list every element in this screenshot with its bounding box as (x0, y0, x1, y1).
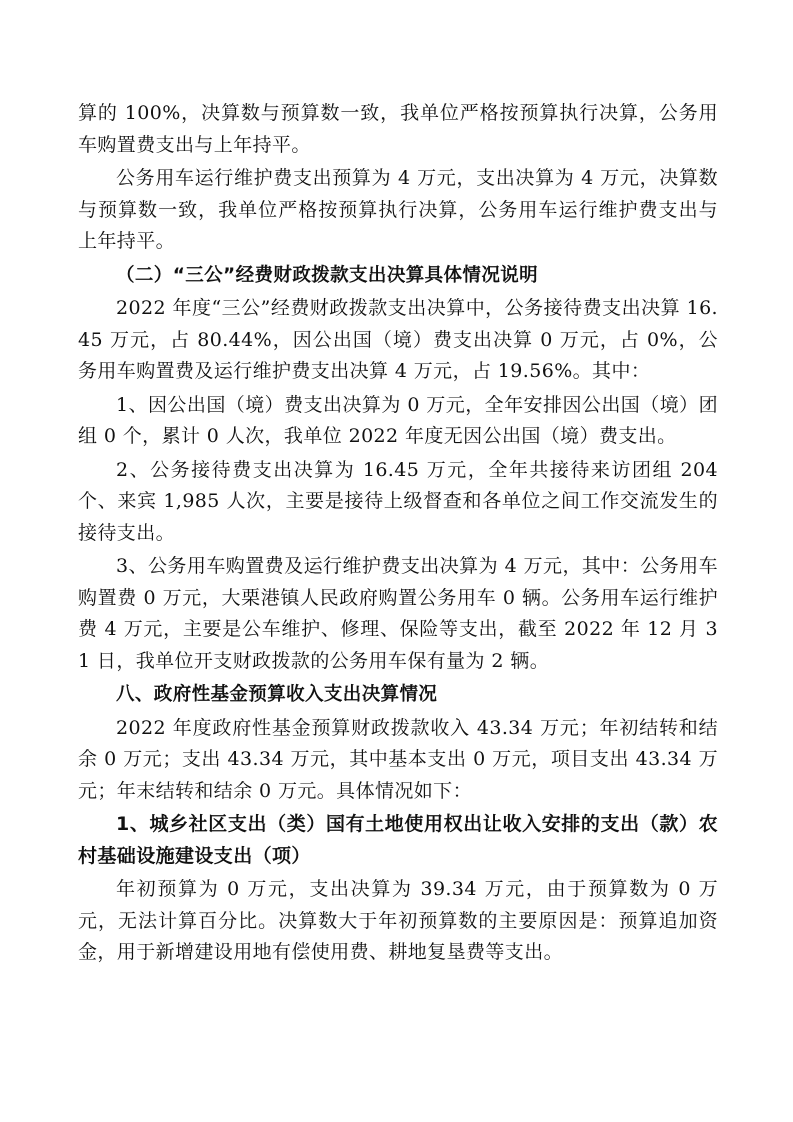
paragraph-overseas-travel: 1、因公出国（境）费支出决算为 0 万元，全年安排因公出国（境）团组 0 个，累计 0 人次，我单位 2022 年度无因公出国（境）费支出。 (78, 393, 718, 447)
paragraph-government-funds-summary: 2022 年度政府性基金预算财政拨款收入 43.34 万元；年初结转和结余 0 万元；支出 43.34 万元，其中基本支出 0 万元，项目支出 43.34 万元；年末结转和结余 0 万元。具体情况如下： (78, 716, 718, 802)
paragraph-rural-infrastructure: 年初预算为 0 万元，支出决算为 39.34 万元，由于预算数为 0 万元，无法计算百分比。决算数大于年初预算数的主要原因是：预算追加资金，用于新增建设用地有偿使用费、耕地复垦费等支出。 (78, 878, 718, 963)
paragraph-reception: 2、公务接待费支出决算为 16.45 万元，全年共接待来访团组 204 个、来宾 1,985 人次，主要是接待上级督查和各单位之间工作交流发生的接待支出。 (78, 458, 718, 544)
paragraph-three-public-summary: 2022 年度“三公”经费财政拨款支出决算中，公务接待费支出决算 16.45 万元，占 80.44%，因公出国（境）费支出决算 0 万元，占 0%，公务用车购置费及运行维护费支出决算 4 万元，占 19.56%。其中： (78, 297, 718, 382)
paragraph-car-purchase-continued: 算的 100%，决算数与预算数一致，我单位严格按预算执行决算，公务用车购置费支出与上年持平。 (78, 102, 718, 156)
paragraph-official-vehicles: 3、公务用车购置费及运行维护费支出决算为 4 万元，其中：公务用车购置费 0 万元，大栗港镇人民政府购置公务用车 0 辆。公务用车运行维护费 4 万元，主要是公车维护、修理、保险等支出，截至 2022 年 12 月 31 日，我单位开支财政拨款的公务用车保有量为 2 辆。 (78, 555, 718, 672)
section-heading-three-public-details: （二）“三公”经费财政拨款支出决算具体情况说明 (116, 264, 539, 286)
section-heading-government-funds: 八、政府性基金预算收入支出决算情况 (116, 684, 438, 705)
paragraph-car-maintenance: 公务用车运行维护费支出预算为 4 万元，支出决算为 4 万元，决算数与预算数一致，我单位严格按预算执行决算，公务用车运行维护费支出与上年持平。 (78, 167, 718, 252)
document-body (78, 98, 718, 971)
subheading-rural-infrastructure: 1、城乡社区支出（类）国有土地使用权出让收入安排的支出（款）农村基础设施建设支出（项） (78, 813, 718, 867)
